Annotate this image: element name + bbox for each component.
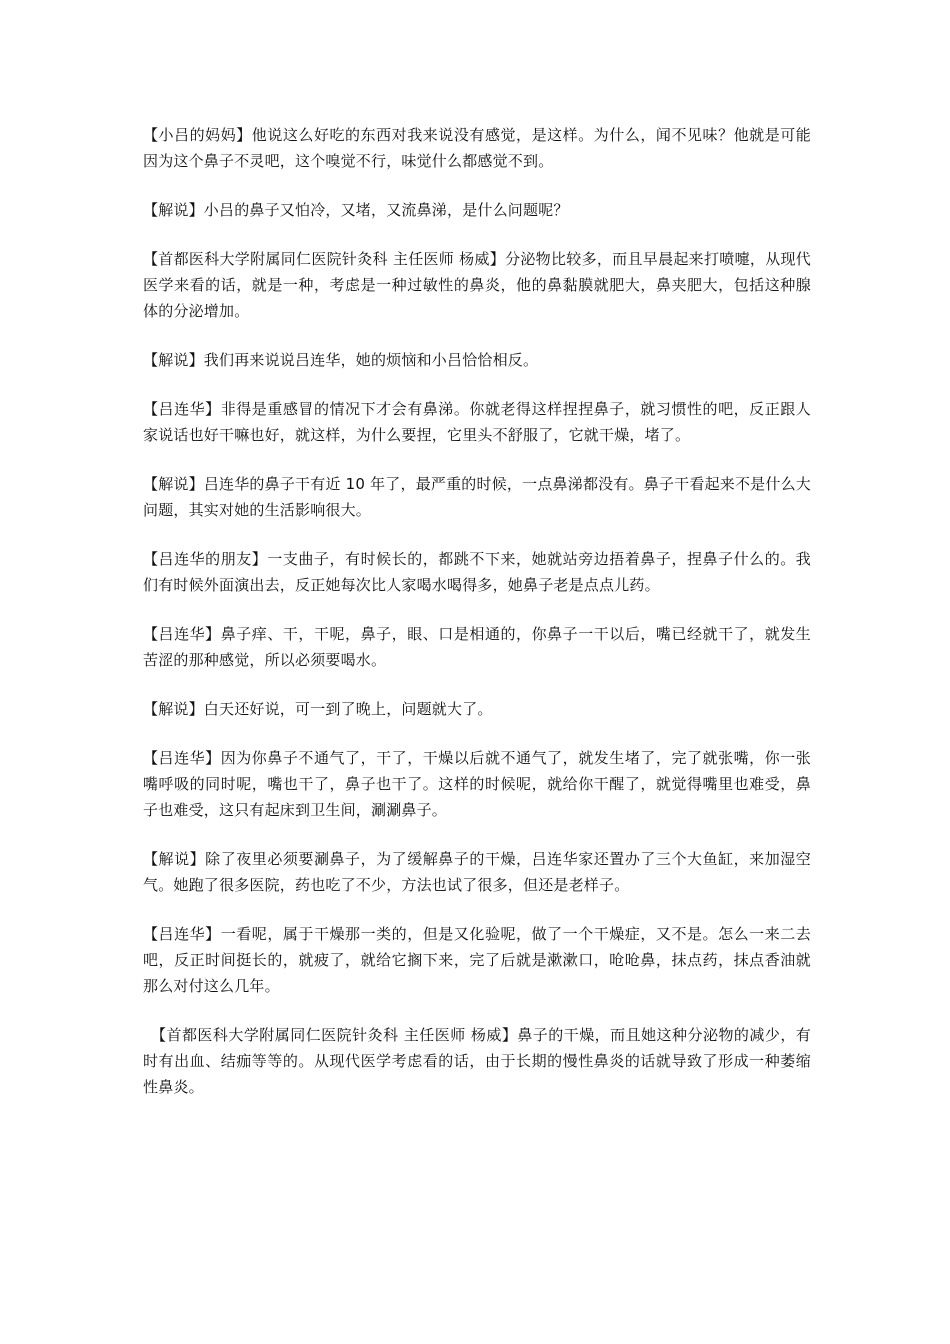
paragraph-5: 【吕连华】非得是重感冒的情况下才会有鼻涕。你就老得这样捏捏鼻子，就习惯性的吧，反正跟人家说话也好干嘛也好，就这样，为什么要捏，它里头不舒服了，它就干燥，堵了。 — [143, 400, 811, 444]
paragraph-2: 【解说】小吕的鼻子又怕冷，又堵，又流鼻涕，是什么问题呢？ — [143, 201, 569, 219]
paragraph-12: 【吕连华】一看呢，属于干燥那一类的，但是又化验呢，做了一个干燥症，又不是。怎么一来二去吧，反正时间挺长的，就疲了，就给它搁下来，完了后就是漱漱口，呛呛鼻，抹点药，抹点香油就那么对付这么几年。 — [143, 925, 811, 995]
paragraph-10: 【吕连华】因为你鼻子不通气了，干了，干燥以后就不通气了，就发生堵了，完了就张嘴，你一张嘴呼吸的同时呢，嘴也干了，鼻子也干了。这样的时候呢，就给你干醒了，就觉得嘴里也难受，鼻子也难受，这只有起床到卫生间，涮涮鼻子。 — [143, 749, 811, 819]
document-body — [143, 122, 811, 1123]
paragraph-3: 【首都医科大学附属同仁医院针灸科 主任医师 杨威】分泌物比较多，而且早晨起来打喷嚏，从现代医学来看的话，就是一种，考虑是一种过敏性的鼻炎，他的鼻黏膜就肥大，鼻夹肥大，包括这种腺体的分泌增加。 — [143, 250, 811, 320]
paragraph-13: 【首都医科大学附属同仁医院针灸科 主任医师 杨威】鼻子的干燥，而且她这种分泌物的减少，有时有出血、结痂等等的。从现代医学考虑看的话，由于长期的慢性鼻炎的话就导致了形成一种萎缩性鼻炎。 — [143, 1026, 811, 1096]
paragraph-8: 【吕连华】鼻子痒、干，干呢，鼻子，眼、口是相通的，你鼻子一干以后，嘴已经就干了，就发生苦涩的那种感觉，所以必须要喝水。 — [143, 625, 811, 669]
paragraph-7: 【吕连华的朋友】一支曲子，有时候长的，都跳不下来，她就站旁边捂着鼻子，捏鼻子什么的。我们有时候外面演出去，反正她每次比人家喝水喝得多，她鼻子老是点点儿药。 — [143, 550, 811, 594]
paragraph-6: 【解说】吕连华的鼻子干有近 10 年了，最严重的时候，一点鼻涕都没有。鼻子干看起来不是什么大问题，其实对她的生活影响很大。 — [143, 475, 811, 519]
paragraph-9: 【解说】白天还好说，可一到了晚上，问题就大了。 — [143, 700, 493, 718]
paragraph-1: 【小吕的妈妈】他说这么好吃的东西对我来说没有感觉，是这样。为什么，闻不见味？他就是可能因为这个鼻子不灵吧，这个嗅觉不行，味觉什么都感觉不到。 — [143, 126, 811, 170]
paragraph-4: 【解说】我们再来说说吕连华，她的烦恼和小吕恰恰相反。 — [143, 351, 539, 369]
paragraph-11: 【解说】除了夜里必须要涮鼻子，为了缓解鼻子的干燥，吕连华家还置办了三个大鱼缸，来加湿空气。她跑了很多医院，药也吃了不少，方法也试了很多，但还是老样子。 — [143, 850, 811, 894]
